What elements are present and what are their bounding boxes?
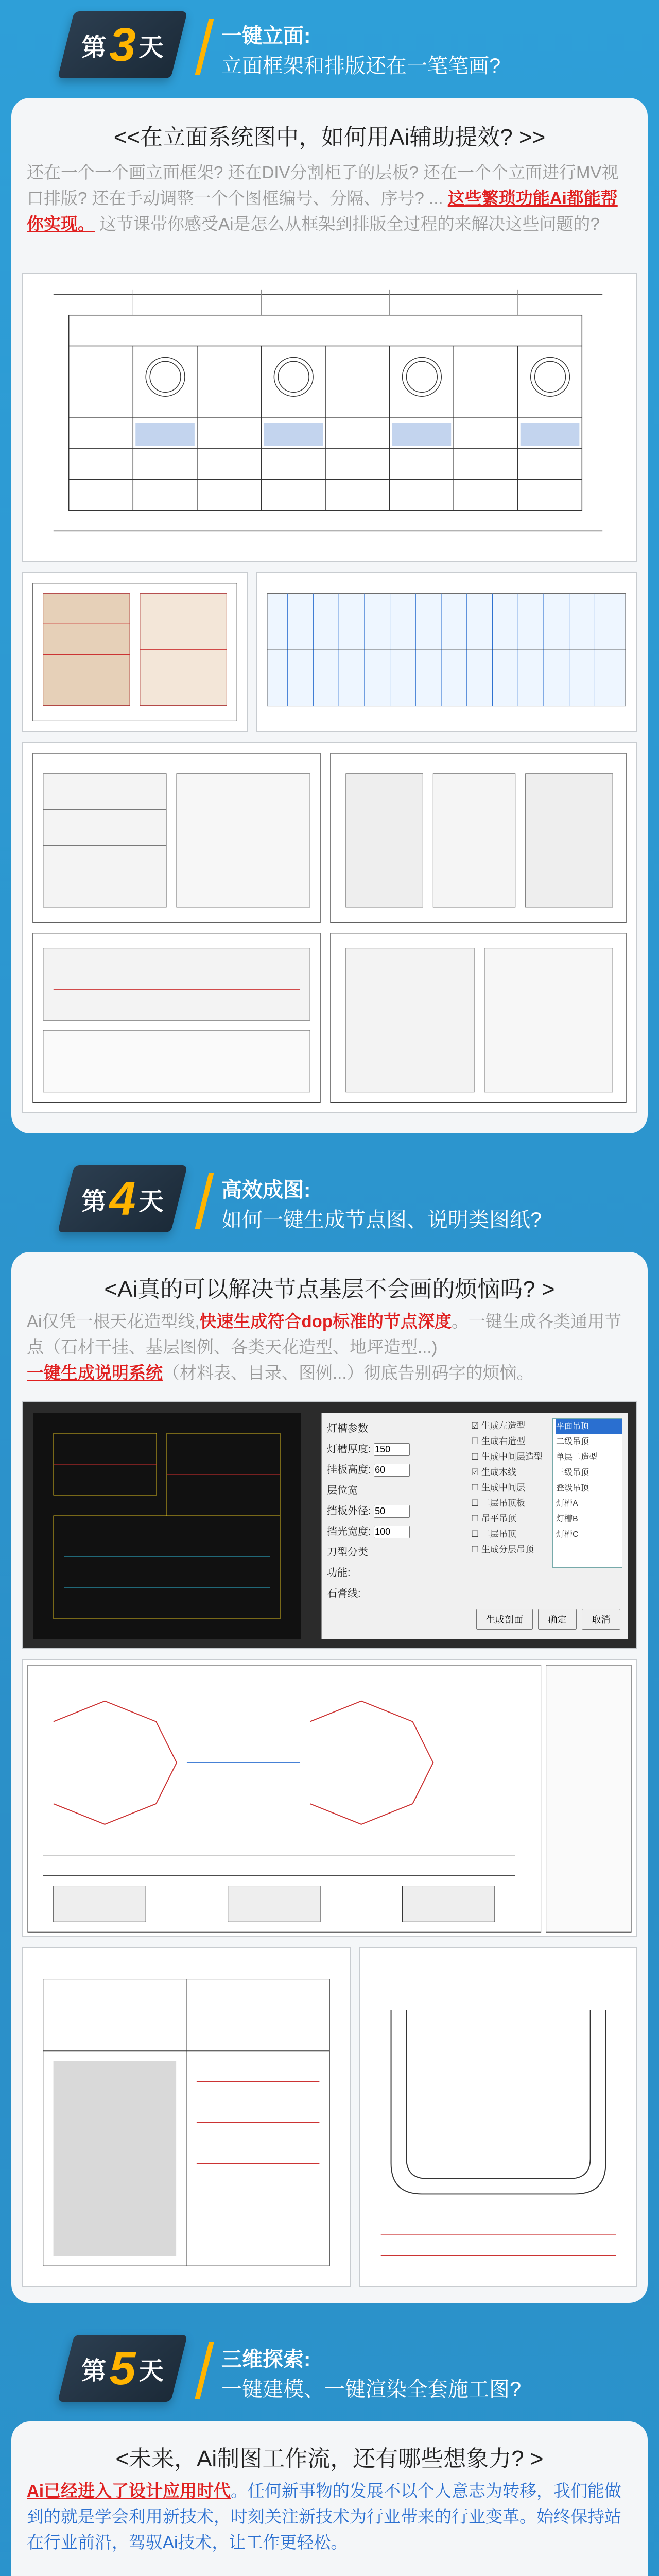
day-number: 3: [109, 18, 136, 71]
param-label: 挡板外径:: [327, 1505, 371, 1517]
param-row: [327, 1583, 466, 1604]
param-label: 刀型分类: [327, 1547, 368, 1558]
section-subtitle: 一键建模、一键渲染全套施工图?: [221, 2378, 522, 2401]
title-divider: [195, 19, 214, 75]
option-item[interactable]: ☐ 吊平吊顶: [471, 1514, 516, 1523]
ceiling-node-drawing: [22, 1659, 637, 1937]
desc-highlight: 快速生成符合dop标准的节点深度: [199, 1312, 452, 1331]
desc-text: 这节课带你感受Ai是怎么从框架到排版全过程的来解决这些问题的?: [99, 214, 600, 233]
section-title: 高效成图:: [221, 1179, 311, 1201]
option-item[interactable]: ☐ 生成右造型: [471, 1436, 525, 1446]
option-item[interactable]: ☐ 生成中间层造型: [471, 1452, 543, 1462]
param-row: [327, 1542, 466, 1563]
option-label: 吊平吊顶: [481, 1514, 516, 1523]
option-label: 二层吊顶: [481, 1529, 516, 1539]
option-label: 生成左造型: [481, 1421, 525, 1431]
drawing-svg: [360, 1948, 636, 2286]
desc-text: Ai仅凭一根天花造型线,: [27, 1312, 200, 1331]
param-label: 挂板高度:: [327, 1464, 371, 1476]
param-label: 石膏线:: [327, 1588, 361, 1599]
day4-header: [0, 1154, 659, 1257]
light-width-input[interactable]: [374, 1526, 410, 1538]
list-item[interactable]: 灯槽C: [556, 1530, 579, 1539]
generate-section-button[interactable]: 生成剖面: [476, 1609, 533, 1630]
section-description: [27, 160, 632, 237]
day-label: 天: [138, 2357, 164, 2385]
day-label: 第: [81, 1188, 107, 1215]
section-detail-drawing: [22, 1947, 351, 2287]
desc-highlight: Ai已经进入了设计应用时代: [27, 2481, 231, 2500]
param-row: [327, 1521, 466, 1542]
cad-dialog-screenshot: [22, 1401, 637, 1649]
drawing-svg: [23, 743, 636, 1113]
option-label: 生成中间层造型: [481, 1452, 543, 1462]
section-subtitle: 如何一键生成节点图、说明类图纸?: [221, 1209, 542, 1231]
param-row: [327, 1563, 466, 1583]
baffle-input[interactable]: [374, 1505, 410, 1518]
cad-sheet-layout: [22, 742, 637, 1113]
list-item[interactable]: 二级吊顶: [556, 1437, 589, 1446]
option-item[interactable]: ☐ 生成中间层: [471, 1483, 525, 1493]
ceiling-type-list[interactable]: [552, 1418, 622, 1568]
list-item[interactable]: 叠级吊顶: [556, 1484, 589, 1493]
day4-card: [11, 1252, 648, 2303]
day-number: 4: [109, 1172, 136, 1225]
option-item[interactable]: ☐ 二层吊顶: [471, 1529, 516, 1539]
section-question: <Ai真的可以解决节点基层不会画的烦恼吗? >: [104, 1277, 555, 1302]
desc-text: 。任何新事物的发展不以个人意志为转移，我们能做到的就是学会利用新技术，时刻关注新技术为行业带来的行业变革。始终保持站在行业前沿，驾驭Ai技术，让工作更轻松。: [27, 2481, 621, 2552]
groove-thickness-input[interactable]: [374, 1443, 410, 1456]
section-title: 三维探索:: [221, 2348, 311, 2371]
param-label: 挡光宽度:: [327, 1526, 371, 1537]
desc-text: 。一键生成各类通用节点（石材干挂、基层图例、各类天花造型、地坪造型...): [27, 1312, 621, 1357]
param-row: [327, 1460, 466, 1480]
drawing-svg: [23, 1660, 636, 1937]
list-item[interactable]: 灯槽A: [556, 1499, 578, 1508]
section-subtitle: 立面框架和排版还在一笔笔画?: [221, 55, 501, 77]
drawing-svg: [23, 573, 247, 731]
day4-badge: [58, 1165, 187, 1232]
section-title: 一键立面:: [221, 25, 311, 47]
section-description: [27, 1309, 632, 1386]
interior-render-drawing: [22, 572, 248, 732]
option-label: 二层吊顶板: [481, 1498, 525, 1508]
panel-height-input[interactable]: [374, 1464, 410, 1477]
settings-dialog: [321, 1413, 628, 1639]
option-label: 生成分层吊顶: [481, 1545, 534, 1554]
param-row: [327, 1439, 466, 1460]
list-item[interactable]: 单层二造型: [556, 1453, 598, 1462]
elevation-drawing: [22, 273, 637, 562]
desc-text: （材料表、目录、图例...）彻底告别码字的烦恼。: [163, 1363, 534, 1382]
param-label: 灯槽参数: [327, 1423, 368, 1434]
day3-header: [0, 0, 659, 103]
day5-card: [11, 2421, 648, 2576]
desc-highlight: 这些繁琐功能Ai都能帮你实现。: [27, 189, 618, 233]
day-label: 第: [81, 2357, 107, 2385]
cancel-button[interactable]: 取消: [582, 1609, 620, 1630]
day-label: 第: [81, 33, 107, 61]
desc-text: 还在一个一个画立面框架? 还在DIV分割柜子的层板? 还在一个个立面进行MV视口排版? 还在手动调整一个个图框编号、分隔、序号? ...: [27, 163, 619, 208]
list-item[interactable]: 平面吊顶: [556, 1419, 622, 1434]
cad-canvas: [23, 1402, 311, 1649]
option-item[interactable]: ☐ 二层吊顶板: [471, 1498, 525, 1508]
param-row: [327, 1501, 466, 1521]
day-label: 天: [138, 33, 164, 61]
list-item[interactable]: 三级吊顶: [556, 1468, 589, 1477]
param-list: [327, 1418, 466, 1604]
facade-drawing: [256, 572, 637, 732]
section-description: [27, 2478, 632, 2555]
day5-badge: [58, 2335, 187, 2402]
day3-card: [11, 98, 648, 1133]
section-question: <未来，Ai制图工作流，还有哪些想象力? >: [115, 2446, 544, 2471]
option-item[interactable]: ☑ 生成木线: [471, 1467, 516, 1477]
section-question: <<在立面系统图中，如何用Ai辅助提效? >>: [113, 125, 546, 150]
option-label: 生成木线: [481, 1467, 516, 1477]
day3-badge: [58, 11, 187, 78]
day5-header: [0, 2324, 659, 2427]
param-label: 层位宽: [327, 1485, 358, 1496]
drawing-svg: [23, 1948, 350, 2286]
desc-highlight: 一键生成说明系统: [27, 1363, 163, 1382]
elevation-svg: [23, 274, 636, 562]
day-number: 5: [109, 2342, 136, 2395]
param-label: 功能:: [327, 1567, 351, 1579]
option-label: 生成右造型: [481, 1436, 525, 1446]
node-section-drawing: [359, 1947, 637, 2287]
param-label: 灯槽厚度:: [327, 1444, 371, 1455]
title-divider: [195, 2342, 214, 2399]
ok-button[interactable]: 确定: [538, 1609, 577, 1630]
day-label: 天: [138, 1188, 164, 1215]
option-label: 生成中间层: [481, 1483, 525, 1493]
param-row: [327, 1480, 466, 1501]
option-item[interactable]: ☐ 生成分层吊顶: [471, 1545, 534, 1554]
title-divider: [195, 1173, 214, 1229]
param-row: [327, 1418, 466, 1439]
drawing-svg: [257, 573, 636, 732]
option-item[interactable]: ☑ 生成左造型: [471, 1421, 525, 1431]
list-item[interactable]: 灯槽B: [556, 1515, 578, 1523]
option-checkboxes: [471, 1418, 548, 1557]
